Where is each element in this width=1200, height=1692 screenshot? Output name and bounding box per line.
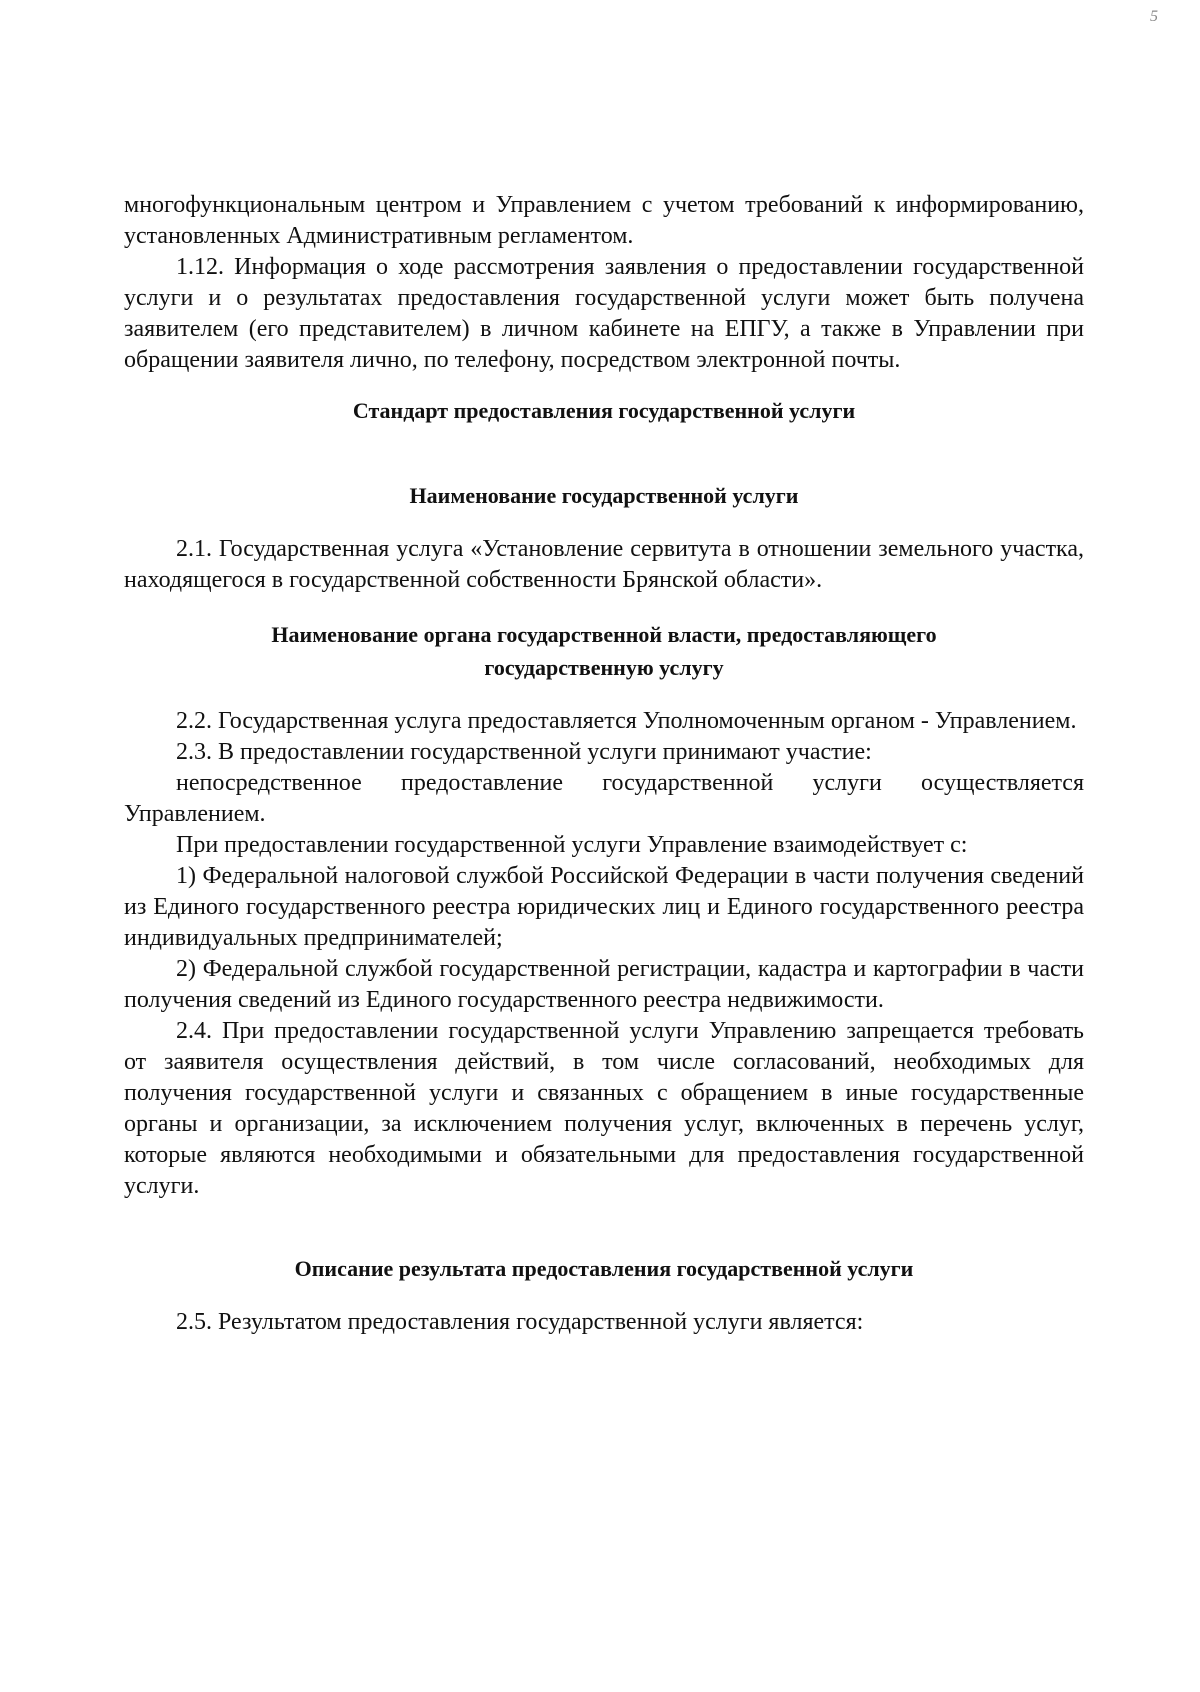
heading-authority [124,618,1084,684]
heading-result: Описание результата предоставления государственной услуги [294,1256,914,1281]
paragraph-intro: многофункциональным центром и Управлением с учетом требований к информированию, установленных Административным регламентом. [124,192,1084,249]
paragraph-2-4: 2.4. При предоставлении государственной услуги Управлению запрещается требовать от заявителя осуществления действий, в том числе согласований, необходимых для получения государственной услуги и связанных с обращением в иные государственные органы и организации, за исключением получения услуг, включенных в перечень услуг, которые являются необходимыми и обязательными для предоставления государственной услуги. [124,1018,1084,1199]
heading-service-name: Наименование государственной услуги [409,483,799,508]
paragraph-2-1: 2.1. Государственная услуга «Установление сервитута в отношении земельного участка, находящегося в государственной собственности Брянской области». [124,536,1084,593]
paragraph-interaction: При предоставлении государственной услуги Управление взаимодействует с: [176,832,968,858]
page-number: 5 [1150,8,1158,25]
paragraph-2-2: 2.2. Государственная услуга предоставляется Уполномоченным органом - Управлением. [176,708,1077,734]
document-body [124,190,1084,1338]
paragraph-2-3-direct: непосредственное предоставление государственной услуги осуществляется Управлением. [124,770,1084,827]
heading-standard: Стандарт предоставления государственной услуги [352,398,856,423]
heading-authority-line-2: государственную услугу [484,655,724,680]
heading-authority-line-1: Наименование органа государственной власти, предоставляющего [271,622,937,647]
paragraph-2-5: 2.5. Результатом предоставления государственной услуги является: [176,1309,864,1335]
paragraph-2-3: 2.3. В предоставлении государственной услуги принимают участие: [176,739,872,765]
list-item-2: 2) Федеральной службой государственной регистрации, кадастра и картографии в части получения сведений из Единого государственного реестра недвижимости. [124,956,1084,1013]
list-item-1: 1) Федеральной налоговой службой Российской Федерации в части получения сведений из Единого государственного реестра юридических лиц и Единого государственного реестра индивидуальных предпринимателей; [124,863,1084,951]
paragraph-1-12: 1.12. Информация о ходе рассмотрения заявления о предоставлении государственной услуги и о результатах предоставления государственной услуги может быть получена заявителем (его представителем) в личном кабинете на ЕПГУ, а также в Управлении при обращении заявителя лично, по телефону, посредством электронной почты. [124,254,1084,373]
